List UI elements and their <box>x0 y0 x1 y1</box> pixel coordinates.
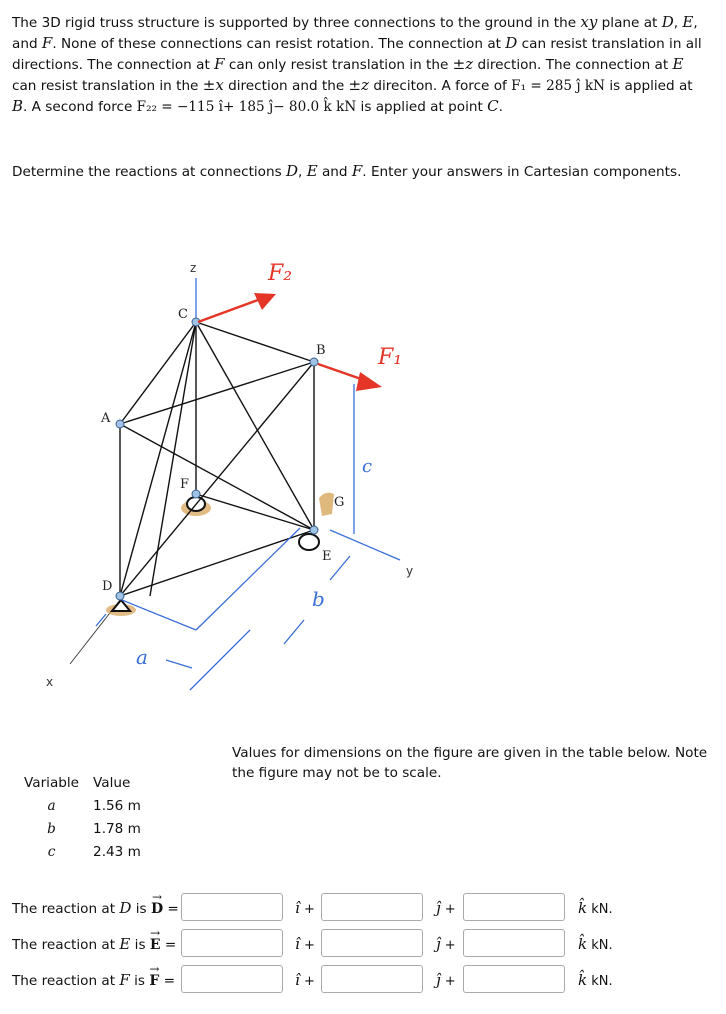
force-f1-arrow <box>318 364 364 380</box>
math-var: F <box>351 162 363 180</box>
problem-text: . <box>498 99 503 115</box>
answer-label-e <box>12 926 177 953</box>
reaction-e-k-input[interactable] <box>463 929 565 957</box>
dim-a-line-top <box>122 600 196 630</box>
table-note: Values for dimensions on the figure are given in the table below. Note the figure may not be to scale. <box>232 745 708 781</box>
reaction-d-i-input[interactable] <box>181 893 283 921</box>
truss-figure <box>20 236 460 696</box>
math-var: E <box>119 935 131 953</box>
vector-f <box>149 962 160 989</box>
node-label-a: A <box>101 411 111 426</box>
dimensions-table <box>18 772 149 863</box>
answer-prefix: The reaction at <box>12 901 120 917</box>
problem-text: direciton. A force of <box>369 78 512 94</box>
reaction-d-j-input[interactable] <box>321 893 423 921</box>
problem-text: The 3D rigid truss structure is supported by three connections to the ground in the <box>12 15 581 31</box>
i-hat: î <box>295 935 300 953</box>
header-value: Value <box>93 775 131 791</box>
table-row <box>18 817 149 840</box>
node-e <box>310 526 318 534</box>
vector-arrow-icon: → <box>150 926 161 940</box>
table-header-row <box>18 772 149 794</box>
force-f1-arrowhead <box>356 372 382 391</box>
unit-i <box>295 899 315 917</box>
force-f2-arrow <box>198 300 258 322</box>
member-de <box>120 530 314 596</box>
node-label-g: G <box>334 495 345 510</box>
plus-sign: + <box>303 902 315 917</box>
table-row <box>18 840 149 863</box>
vector-symbol: F <box>149 973 160 989</box>
k-hat: k̂ <box>578 971 588 989</box>
reaction-f-k-input[interactable] <box>463 965 565 993</box>
dim-b-line-diag <box>196 528 300 630</box>
answer-is: is <box>130 937 150 953</box>
instruction-text: and <box>317 164 352 180</box>
unit-kn: kN. <box>591 974 613 989</box>
equals-sign: = <box>167 901 179 917</box>
problem-text: can only resist translation in the <box>224 57 453 73</box>
problem-text: . A second force <box>23 99 137 115</box>
force-f1-expression: F₁ = 285 ĵ kN <box>511 78 606 94</box>
force-label-f1: F₁ <box>378 345 403 370</box>
answer-prefix: The reaction at <box>12 973 120 989</box>
member-cd2 <box>150 322 196 596</box>
problem-text: plane at <box>597 15 662 31</box>
force-label-f2: F₂ <box>268 261 293 286</box>
variable-cell: b <box>47 820 56 837</box>
node-d <box>116 592 124 600</box>
header-variable: Variable <box>24 775 80 791</box>
reaction-f-i-input[interactable] <box>181 965 283 993</box>
math-var: D <box>286 162 299 180</box>
dim-a-line <box>166 660 192 668</box>
math-var: F <box>41 34 53 52</box>
k-hat: k̂ <box>578 899 588 917</box>
problem-text: direction and the <box>223 78 349 94</box>
node-label-e: E <box>322 549 332 564</box>
vector-d <box>150 890 164 917</box>
vector-arrow-icon: → <box>151 890 163 904</box>
member-cb <box>196 322 314 362</box>
unit-i <box>295 971 315 989</box>
dim-label-b: b <box>312 587 325 611</box>
problem-text: can resist translation in all directions. The connection at <box>12 36 702 73</box>
math-var: F <box>119 971 130 989</box>
unit-j <box>436 899 456 917</box>
vector-e <box>149 926 161 953</box>
plus-sign: + <box>303 974 315 989</box>
unit-j <box>436 971 456 989</box>
vector-symbol: D <box>150 901 164 917</box>
problem-text: is applied at <box>605 78 693 94</box>
instruction <box>12 161 712 182</box>
dim-b-tick <box>284 620 304 644</box>
table-row <box>18 794 149 817</box>
node-label-c: C <box>178 307 188 322</box>
math-var: xy <box>580 13 598 31</box>
i-hat: î <box>295 971 300 989</box>
equals-sign: = <box>163 973 176 989</box>
value-cell: 1.56 m <box>93 797 141 814</box>
answer-is: is <box>131 901 151 917</box>
member-ae <box>120 424 314 530</box>
y-axis <box>330 530 400 560</box>
j-hat: ĵ <box>436 971 441 989</box>
k-hat: k̂ <box>578 935 588 953</box>
vector-arrow-icon: → <box>149 962 160 976</box>
instruction-text: , <box>298 164 307 180</box>
math-var: D <box>119 899 132 917</box>
j-hat: ĵ <box>436 935 441 953</box>
plus-sign: + <box>444 938 456 953</box>
variable-cell: a <box>47 797 56 814</box>
reaction-e-i-input[interactable] <box>181 929 283 957</box>
reaction-f-j-input[interactable] <box>321 965 423 993</box>
problem-text: can resist translation in the <box>12 78 203 94</box>
instruction-text: Determine the reactions at connections <box>12 164 287 180</box>
equals-sign: = <box>164 937 177 953</box>
unit-k <box>578 899 613 917</box>
math-var: ±z <box>348 76 370 94</box>
math-var: ±x <box>202 76 224 94</box>
reaction-e-j-input[interactable] <box>321 929 423 957</box>
math-var: D <box>661 13 674 31</box>
math-var: B <box>12 97 24 115</box>
answer-label-d <box>12 890 179 917</box>
dim-label-c: c <box>362 456 373 477</box>
problem-statement <box>12 12 712 117</box>
problem-text: direction. The connection at <box>473 57 673 73</box>
math-var: D <box>505 34 518 52</box>
reaction-d-k-input[interactable] <box>463 893 565 921</box>
answer-row-f <box>12 962 712 995</box>
math-var: E <box>682 13 694 31</box>
dim-b-line <box>330 556 350 580</box>
math-var: E <box>306 162 318 180</box>
dim-b-ext <box>190 630 250 690</box>
plus-sign: + <box>444 974 456 989</box>
unit-k <box>578 971 613 989</box>
member-ab <box>120 362 314 424</box>
node-b <box>310 358 318 366</box>
answer-label-f <box>12 962 176 989</box>
node-a <box>116 420 124 428</box>
node-label-d: D <box>102 579 113 594</box>
unit-j <box>436 935 456 953</box>
node-label-f: F <box>180 477 190 492</box>
member-ac <box>120 322 196 424</box>
support-g-icon <box>319 493 334 516</box>
truss-members <box>120 322 314 596</box>
force-f2-expression: F₂₂ = −115 î+ 185 ĵ− 80.0 k̂ kN <box>136 99 357 115</box>
problem-text: , <box>673 15 683 31</box>
unit-kn: kN. <box>591 902 613 917</box>
dim-label-a: a <box>136 645 148 669</box>
vector-symbol: E <box>149 937 161 953</box>
math-var: ±z <box>452 55 474 73</box>
math-var: E <box>672 55 684 73</box>
answer-prefix: The reaction at <box>12 937 120 953</box>
plus-sign: + <box>303 938 315 953</box>
variable-cell: c <box>47 843 56 860</box>
z-axis-label: z <box>190 261 197 275</box>
plus-sign: + <box>444 902 456 917</box>
value-cell: 1.78 m <box>93 820 141 837</box>
value-cell: 2.43 m <box>93 843 141 860</box>
math-var: C <box>487 97 499 115</box>
answer-row-d <box>12 890 712 923</box>
instruction-text: . Enter your answers in Cartesian components. <box>362 164 682 180</box>
node-label-b: B <box>316 343 326 358</box>
node-f <box>192 490 200 498</box>
problem-text: is applied at point <box>356 99 488 115</box>
answer-row-e <box>12 926 712 959</box>
problem-text: , and <box>12 15 698 52</box>
support-e-icon <box>299 534 319 550</box>
x-axis-label: x <box>46 675 54 689</box>
answer-is: is <box>129 973 150 989</box>
i-hat: î <box>295 899 300 917</box>
y-axis-label: y <box>406 564 414 578</box>
unit-i <box>295 935 315 953</box>
unit-k <box>578 935 613 953</box>
math-var: F <box>214 55 225 73</box>
unit-kn: kN. <box>591 938 613 953</box>
problem-text: . None of these connections can resist rotation. The connection at <box>52 36 506 52</box>
j-hat: ĵ <box>436 899 441 917</box>
